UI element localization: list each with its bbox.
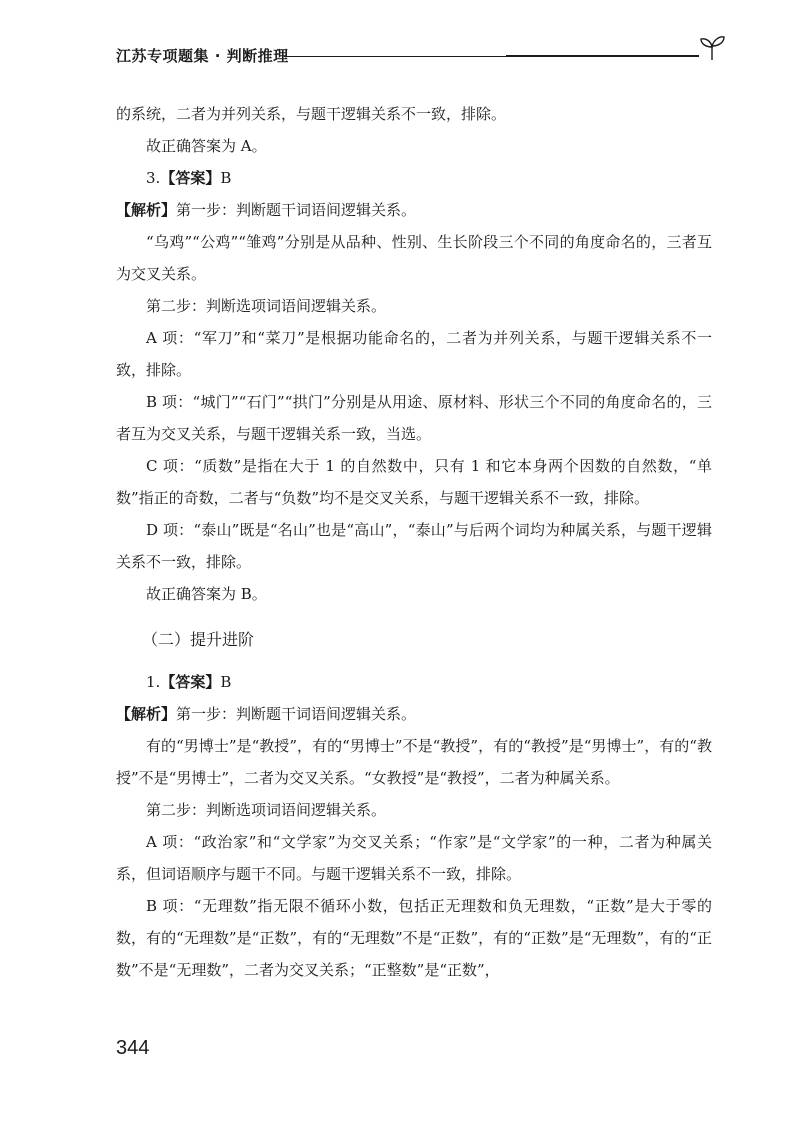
page-number: 344 (116, 1037, 150, 1059)
section-heading: （二）提升进阶 (142, 630, 255, 649)
header-title: 江苏专项题集 · 判断推理 (116, 47, 289, 65)
option-b-text: B 项：“无理数”指无限不循环小数，包括正无理数和负无理数，“正数”是大于零的数，有的“无理数”是“正数”，有的“无理数”不是“正数”，有的“正数”是“无理数”，有的“正数”不是“无理数”，二者为交叉关系；“正整数”是“正数”， (116, 897, 712, 979)
option-c-text: C 项：“质数”是指在大于 1 的自然数中，只有 1 和它本身两个因数的自然数，“单数”指正的奇数，二者与“负数”均不是交叉关系，与题干逻辑关系不一致，排除。 (116, 457, 712, 507)
running-header (116, 34, 726, 74)
answer-value: B (220, 169, 232, 187)
answer-line (116, 666, 712, 698)
question-number: 3. (146, 169, 161, 187)
step-heading: 第二步：判断选项词语间逻辑关系。 (146, 801, 387, 819)
analysis-text: 第一步：判断题干词语间逻辑关系。 (176, 201, 417, 219)
answer-label: 【答案】 (160, 673, 221, 691)
analysis-text: 第一步：判断题干词语间逻辑关系。 (176, 705, 417, 723)
answer-label: 【答案】 (160, 169, 221, 187)
step-heading: 第二步：判断选项词语间逻辑关系。 (146, 297, 387, 315)
question-number: 1. (146, 673, 161, 691)
page-body (116, 98, 712, 986)
option-d-text: D 项：“泰山”既是“名山”也是“高山”，“泰山”与后两个词均为种属关系，与题干逻辑关系不一致，排除。 (116, 521, 712, 571)
analysis-line (116, 698, 712, 730)
option-b-text: B 项：“城门”“石门”“拱门”分别是从用途、原材料、形状三个不同的角度命名的，三者互为交叉关系，与题干逻辑关系一致，当选。 (116, 393, 712, 443)
conclusion-text: 故正确答案为 B。 (146, 585, 267, 603)
conclusion-text: 故正确答案为 A。 (146, 137, 267, 155)
header-rule-accent (506, 55, 699, 57)
option-a-text: A 项：“政治家”和“文学家”为交叉关系；“作家”是“文学家”的一种，二者为种属关系，但词语顺序与题干不同。与题干逻辑关系不一致，排除。 (116, 833, 712, 883)
paragraph: “乌鸡”“公鸡”“雏鸡”分别是从品种、性别、生长阶段三个不同的角度命名的，三者互为交叉关系。 (116, 233, 712, 283)
analysis-label: 【解析】 (116, 705, 177, 723)
answer-line (116, 162, 712, 194)
paragraph: 的系统，二者为并列关系，与题干逻辑关系不一致，排除。 (116, 105, 507, 123)
answer-value: B (220, 673, 232, 691)
analysis-line (116, 194, 712, 226)
option-a-text: A 项：“军刀”和“菜刀”是根据功能命名的，二者为并列关系，与题干逻辑关系不一致，排除。 (116, 329, 712, 379)
sprout-icon (698, 34, 726, 60)
analysis-label: 【解析】 (116, 201, 177, 219)
paragraph: 有的“男博士”是“教授”，有的“男博士”不是“教授”，有的“教授”是“男博士”，有的“教授”不是“男博士”，二者为交叉关系。“女教授”是“教授”，二者为种属关系。 (116, 737, 712, 787)
